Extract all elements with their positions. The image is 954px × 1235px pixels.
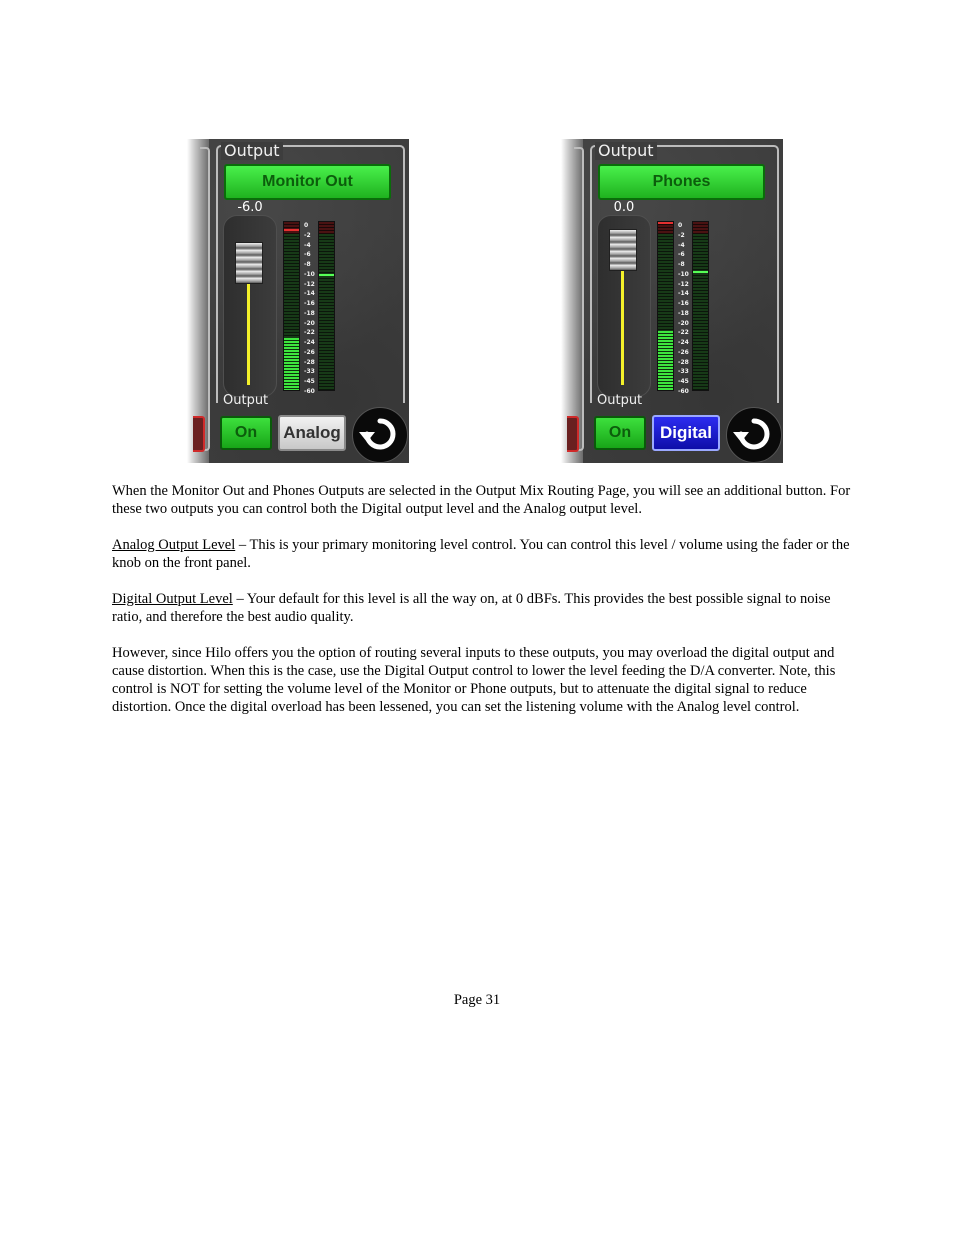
meter-scale-label: -8 [304,261,311,268]
level-meter-left [657,221,674,391]
meter-clip-zone [284,222,299,234]
previous-group-frame [574,147,584,451]
level-meter-right [692,221,709,391]
meter-scale-label: -12 [678,280,689,288]
digital-output-description: – Your default for this level is all the way on, at 0 dBFs. This provides the best possible signal to noise ratio, and therefore the best audio quality. [112,591,831,625]
meter-scale-label: -18 [304,309,315,317]
analog-output-description: – This is your primary monitoring level control. You can control this level / volume using the fader or the knob on the front panel. [112,537,850,571]
meter-scale-label: -60 [678,387,689,395]
output-fader-handle[interactable] [609,229,637,271]
meter-scale-label: -28 [304,358,315,366]
digital-output-paragraph [112,590,857,626]
level-readout: -6.0 [237,200,263,215]
meter-scale-label: -20 [678,319,689,327]
level-meter-left [283,221,300,391]
meter-scale-label: -33 [678,368,689,376]
meter-scale-label: -18 [678,309,689,317]
meter-scale-label: -20 [304,319,315,327]
meter-scale-label: -28 [678,358,689,366]
output-group-label: Output [595,142,657,160]
meter-scale-label: -45 [678,378,689,385]
adjacent-button-edge [193,416,205,452]
return-arrow-icon [353,408,407,462]
meter-lit-segments [284,338,299,390]
meter-scale-label: -2 [304,231,311,239]
page-number: Page 31 [453,992,501,1008]
monitor-out-output-panel [187,139,409,463]
output-group-label: Output [221,142,283,160]
meter-scale-label: 0 [304,222,309,229]
meter-scale-label: -24 [678,339,689,346]
meter-hold-indicator [319,274,334,276]
meter-scale-label: -26 [678,348,689,356]
phones-button[interactable]: Phones [598,164,765,200]
analog-output-paragraph [112,536,857,572]
analog-mode-button[interactable]: Analog [278,415,346,451]
meter-scale-label: -33 [304,368,315,376]
meter-scale-label: -14 [678,290,689,298]
meter-scale-label: -14 [304,290,315,298]
meter-scale-label: 0 [678,222,683,229]
meter-clip-zone [693,222,708,234]
meter-scale-label: -45 [304,378,315,385]
phones-output-panel [561,139,783,463]
meter-scale-label: -10 [678,270,689,278]
meter-scale-label: -4 [304,241,311,249]
meter-scale-label: -6 [304,251,311,259]
meter-scale-label: -26 [304,348,315,356]
digital-output-term: Digital Output Level [112,591,233,607]
previous-group-frame [200,147,210,451]
meter-scale [678,221,692,397]
meter-scale-label: -10 [304,270,315,278]
output-fader-fill [247,282,250,385]
output-fader-fill [621,269,624,385]
back-button[interactable] [352,407,408,463]
meter-peak-indicator [658,222,673,224]
meter-clip-zone [319,222,334,234]
meter-scale-label: -6 [678,251,685,259]
output-fader-handle[interactable] [235,242,263,284]
analog-output-term: Analog Output Level [112,537,236,553]
meter-scale-label: -22 [678,329,689,337]
meter-scale-label: -22 [304,329,315,337]
return-arrow-icon [727,408,781,462]
meter-lit-segments [658,331,673,390]
meter-scale-label: -16 [678,300,689,307]
monitor-out-button[interactable]: Monitor Out [224,164,391,200]
on-button[interactable]: On [220,416,272,450]
fader-label: Output [597,393,643,408]
back-button[interactable] [726,407,782,463]
meter-scale-label: -2 [678,231,685,239]
meter-scale-label: -12 [304,280,315,288]
level-readout: 0.0 [613,200,635,215]
fader-label: Output [223,393,269,408]
meter-scale-label: -4 [678,241,685,249]
however-paragraph: However, since Hilo offers you the option of routing several inputs to these outputs, you may overload the digital output and cause distortion. When this is the case, use the Digital Output control to lower the level feeding the D/A converter. Note, this control is NOT for setting the volume level of the Monitor or Phone outputs, but to attenuate the digital signal to reduce distortion. Once the digital overload has been lessened, you can set the listening volume with the Analog level control. [112,645,836,715]
digital-mode-button[interactable]: Digital [652,415,720,451]
meter-scale [304,221,318,397]
meter-scale-label: -8 [678,261,685,268]
level-meter-right [318,221,335,391]
meter-scale-label: -24 [304,339,315,346]
adjacent-button-edge [567,416,579,452]
meter-scale-label: -60 [304,387,315,395]
meter-hold-indicator [693,271,708,273]
intro-paragraph: When the Monitor Out and Phones Outputs are selected in the Output Mix Routing Page, you will see an additional button. For these two outputs you can control both the Digital output level and the Analog output level. [112,483,851,517]
meter-peak-indicator [284,229,299,231]
meter-scale-label: -16 [304,300,315,307]
on-button[interactable]: On [594,416,646,450]
